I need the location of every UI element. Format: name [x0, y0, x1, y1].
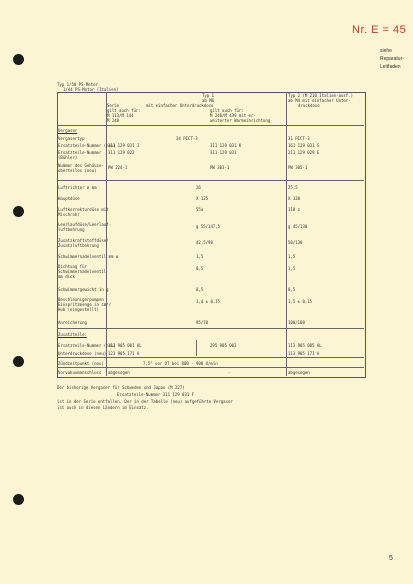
row-divider	[57, 367, 364, 368]
row-value: g 55/147,5	[196, 224, 221, 229]
row-value: 50/130	[288, 240, 303, 245]
row-divider	[57, 328, 364, 329]
row-value: 0,5	[196, 266, 204, 271]
col-header-typ2: druckdose	[298, 103, 320, 108]
section-vergaser	[58, 128, 77, 133]
row-label: Vergasertyp	[58, 136, 85, 141]
row-value: 1,5 ± 0,15	[288, 299, 313, 304]
row-value: PW 303-1	[210, 165, 230, 170]
header-divider	[57, 125, 364, 126]
col-header-typ2: Typ 2 (M 210 Italien-ausf.)	[288, 93, 354, 98]
row-value: PW 224-1	[108, 165, 128, 170]
row-label: mm dick	[58, 274, 75, 279]
row-value: 31 PICT-3	[288, 136, 310, 141]
zusatz-value: 123 905 171 A	[108, 351, 140, 356]
side-note-line: Leitfaden	[380, 64, 401, 70]
intro-line: Typ 1/50 PS-Motor	[57, 82, 98, 87]
section-zusatz	[58, 332, 87, 337]
zusatz-value: 295 905 003	[210, 343, 237, 348]
row-value: 311 129 022	[108, 150, 135, 155]
row-value: 42,5/90	[196, 240, 213, 245]
punch-hole-lower	[13, 356, 24, 367]
zusatz-value: 113 905 005 AL	[288, 343, 322, 348]
row-value: 25,5	[288, 185, 298, 190]
row-value: g 45/130	[288, 224, 308, 229]
col-header-typ1-mid: mit einfacher Unterdruckdose	[146, 103, 214, 108]
section-zusatz-label: Zusatzteile:	[58, 332, 87, 337]
col-divider	[286, 92, 287, 376]
row-label: Ersatzteile-Nummer	[58, 150, 102, 155]
row-label: Hub (eingestellt)	[58, 307, 99, 312]
document-number: Nr. E = 45	[352, 24, 407, 36]
col-header-typ1-a: M 240	[107, 118, 120, 123]
col-header-typ1-a: Serie	[107, 103, 120, 108]
side-note	[380, 47, 404, 71]
row-divider	[57, 180, 364, 181]
vorvakuum-value: -	[228, 370, 231, 375]
row-label: Ersatzteile-Nummer (neu)	[58, 143, 116, 148]
row-value: 1,5	[288, 254, 296, 259]
row-label: luftbohrung	[58, 227, 85, 232]
col-header-typ1-a: gilt auch für:	[107, 108, 141, 113]
row-value: 311 129 031 J	[108, 143, 140, 148]
row-label: (Bühler)	[58, 155, 78, 160]
side-note-line: Reparatur-	[380, 56, 404, 62]
col-header-typ1: Typ 1	[202, 93, 215, 98]
row-value: 95/70	[196, 320, 209, 325]
row-value: 110 z	[288, 207, 301, 212]
row-value: 311 129 031	[210, 150, 237, 155]
zusatz-value: 113 905 171 A	[288, 351, 320, 356]
row-label: Beschleunigerpumpen	[58, 297, 104, 302]
row-value: 161 129 031 S	[288, 143, 320, 148]
row-label: Leerlaufdüse/Leerlauf-	[58, 222, 111, 227]
row-divider	[57, 357, 364, 358]
row-label: Schwimmernadelventil mm ø	[58, 254, 119, 259]
row-value: 1,5	[196, 254, 204, 259]
side-note-line: siehe	[380, 48, 392, 54]
zusatz-label: Unterdruckdose (neu)	[58, 351, 107, 356]
col-header-typ1-sub: ab M6	[202, 98, 215, 103]
footer-line: ist in der Serie entfallen. Der in der Tabelle (neu) aufgeführte Vergaser	[57, 399, 233, 404]
intro-line: 1/44 PS-Motor (Italien)	[63, 87, 119, 92]
punch-hole-bottom	[13, 494, 24, 505]
punch-hole-top	[13, 54, 24, 65]
footer-line: ist auch in diesen Ländern im Einsatz.	[57, 405, 149, 410]
spec-table	[57, 92, 366, 378]
page-number: 5	[389, 555, 393, 562]
row-label: Schwimmergewicht in g	[58, 287, 109, 292]
row-label: Hauptdüse	[58, 196, 80, 201]
row-label: Anreicherung	[58, 320, 87, 325]
row-label: Schwimmernadelventil	[58, 269, 107, 274]
row-value: X 130	[288, 196, 301, 201]
row-value: 34 PICT-3	[176, 136, 198, 141]
row-value: 26	[196, 185, 201, 190]
vorvakuum-value: abgesogen	[108, 370, 130, 375]
col-header-typ2: ab M4 mit einfacher Unter-	[288, 98, 351, 103]
row-label: Zusatzkraftstoffdüse/	[58, 238, 109, 243]
col-header-typ1-b: M 240/M 439 mit er-	[210, 113, 256, 118]
row-value: 1,4 ± 0,15	[196, 299, 221, 304]
footer-line: Der bisherige Vergaser für Schweden und Japan (M 227)	[57, 385, 185, 390]
row-label: Luftkorrekturdüse mit	[58, 207, 109, 212]
row-value: 8,5	[288, 287, 296, 292]
col-header-typ1-b: weiterter Warmeinrichtung	[210, 118, 271, 123]
row-label: Dichtung für	[58, 264, 87, 269]
zuendung-value: 7,5° vor OT bei 800 - 900 U/min	[143, 361, 218, 366]
vorvakuum-label: Vorvakuumanschluss	[58, 370, 102, 375]
row-value: 211 129 029 E	[288, 150, 320, 155]
footer-line: Ersatzteile-Nummer 311 129 031 F	[117, 392, 195, 397]
zusatz-value: 113 905 001 AL	[108, 343, 142, 348]
col-header-typ1-b: gilt auch für:	[210, 108, 244, 113]
row-value: PW 305-1	[288, 165, 308, 170]
row-label: Zusatzluftbohrung	[58, 243, 99, 248]
row-label: oberteiles (neu)	[58, 168, 97, 173]
col-header-typ1-a: M 113/M 144	[107, 113, 134, 118]
vorvakuum-value: abgesogen	[288, 370, 310, 375]
row-label: Mischrohr	[58, 212, 80, 217]
row-value: 55a	[196, 207, 204, 212]
zusatz-label: Ersatzteile-Nummer (neu)	[58, 343, 116, 348]
row-label: Luftrichter ø mm	[58, 185, 97, 190]
row-label: Nummer des Gehäuse-	[58, 163, 104, 168]
punch-hole-middle	[13, 206, 24, 217]
row-value: 311 129 031 K	[210, 143, 242, 148]
row-value: 1,5	[288, 266, 296, 271]
row-value: X 125	[196, 196, 209, 201]
zuendung-label: Zündzeitpunkt (neu)	[58, 361, 104, 366]
row-label: Einspritzmenge in cm³/	[58, 302, 111, 307]
row-value: 100/100	[288, 320, 305, 325]
section-vergaser-label: Vergaser	[58, 128, 78, 133]
col-divider	[106, 92, 107, 376]
row-value: 8,5	[196, 287, 204, 292]
col-divider-zusatz	[196, 340, 197, 356]
